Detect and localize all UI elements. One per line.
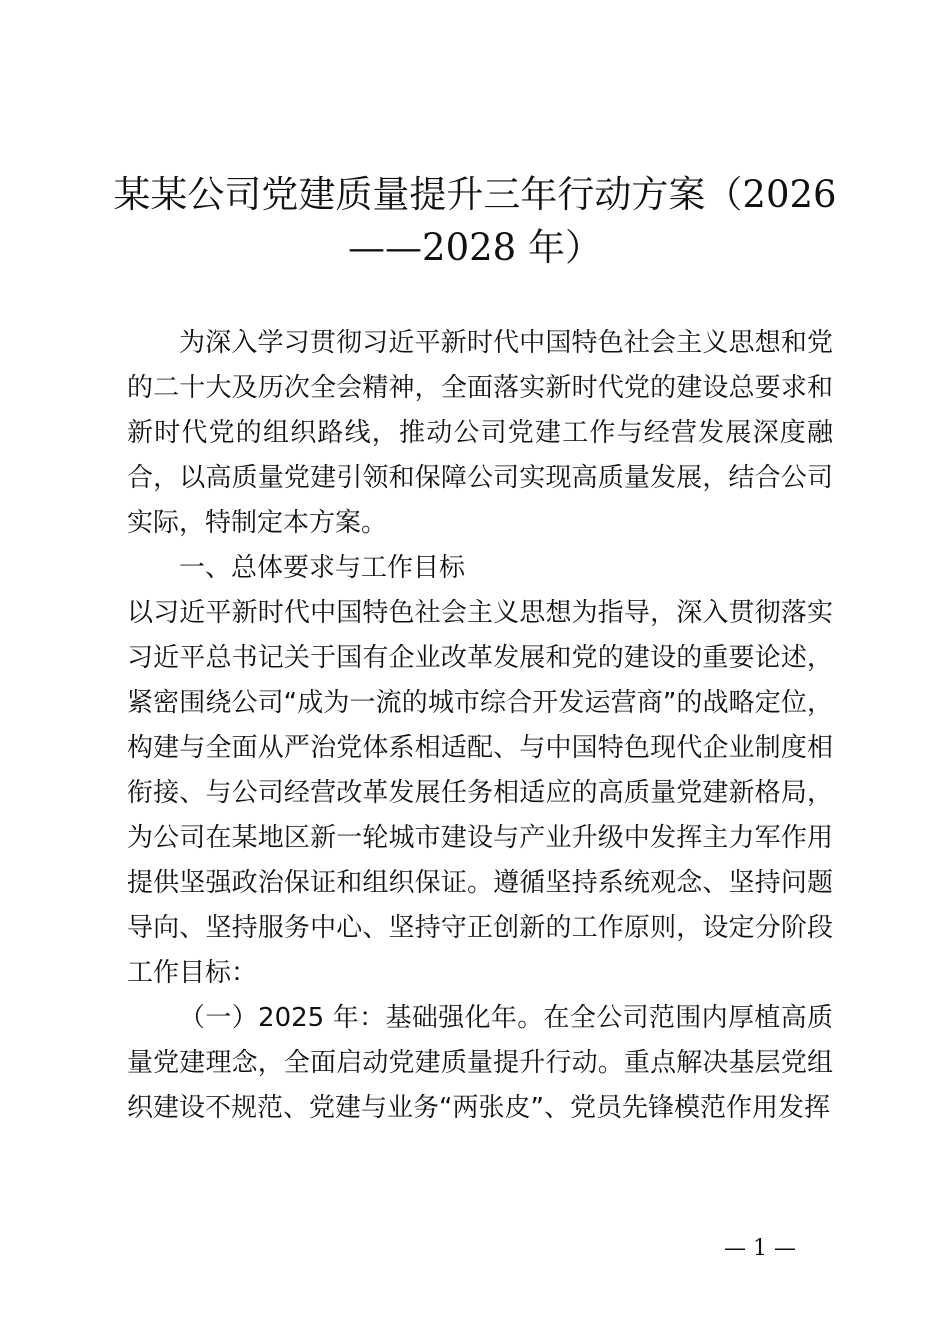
- title-line-1: 某某公司党建质量提升三年行动方案（2026: [113, 173, 837, 216]
- title-line-2: ——2028 年）: [348, 226, 602, 269]
- section-heading: 一、总体要求与工作目标: [179, 553, 466, 583]
- body-paragraph: （一）2025 年：基础强化年。在全公司范围内厚植高质量党建理念，全面启动党建质量提升行动。重点解决基层党组织建设不规范、党建与业务“两张皮”、党员先锋模范作用发挥: [127, 1003, 833, 1123]
- body-paragraph: 以习近平新时代中国特色社会主义思想为指导，深入贯彻落实习近平总书记关于国有企业改革发展和党的建设的重要论述，紧密围绕公司“成为一流的城市综合开发运营商”的战略定位，构建与全面从严治党体系相适配、与中国特色现代企业制度相衔接、与公司经营改革发展任务相适应的高质量党建新格局，为公司在某地区新一轮城市建设与产业升级中发挥主力军作用提供坚强政治保证和组织保证。遵循坚持系统观念、坚持问题导向、坚持服务中心、坚持守正创新的工作原则，设定分阶段工作目标：: [127, 598, 833, 988]
- page-number: — 1 —: [724, 1236, 796, 1261]
- document-title: [110, 168, 840, 274]
- document-body: [127, 321, 833, 1131]
- intro-paragraph: 为深入学习贯彻习近平新时代中国特色社会主义思想和党的二十大及历次全会精神，全面落实新时代党的建设总要求和新时代党的组织路线，推动公司党建工作与经营发展深度融合，以高质量党建引领和保障公司实现高质量发展，结合公司实际，特制定本方案。: [127, 328, 833, 538]
